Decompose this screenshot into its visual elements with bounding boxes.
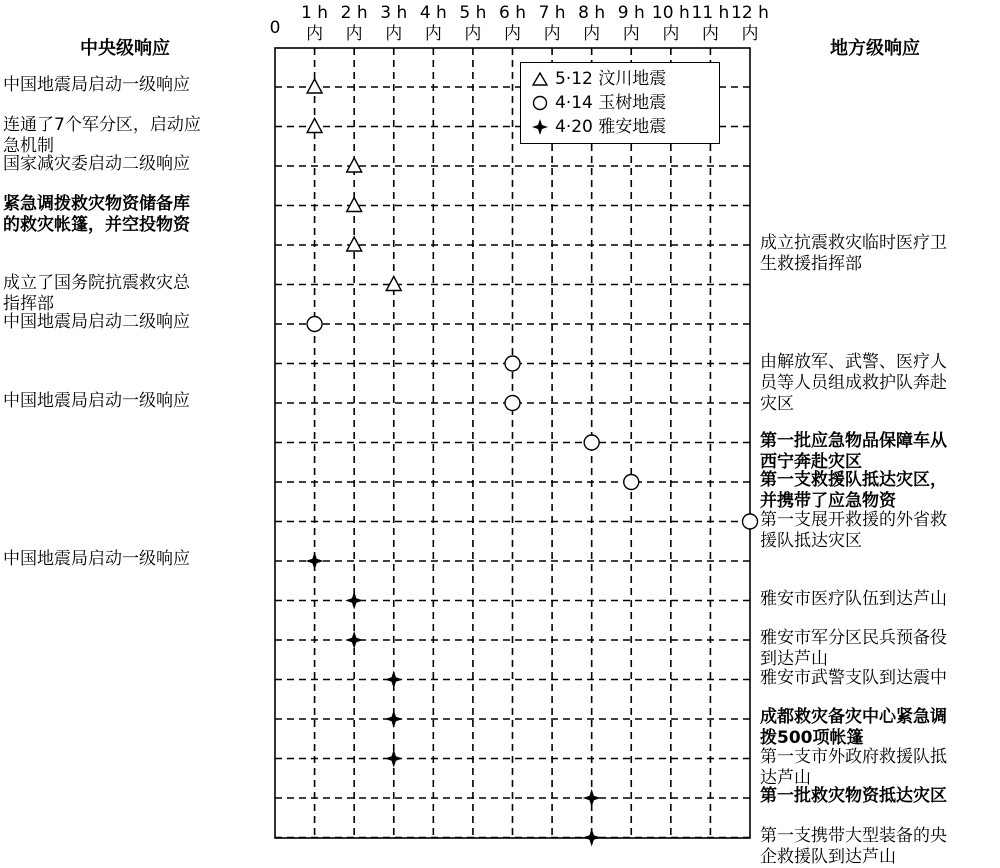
star-marker — [583, 789, 601, 807]
x-tick-label: 10 h — [651, 3, 690, 23]
circle-marker — [307, 317, 322, 332]
event-label-line: 雅安市武警支队到达震中 — [760, 667, 947, 688]
x-tick-sublabel: 内 — [345, 24, 363, 44]
triangle-marker-icon — [531, 71, 549, 87]
event-label-line: 紧急调拨救灾物资储备库 — [3, 193, 190, 214]
event-label-line: 西宁奔赴灾区 — [760, 451, 862, 472]
legend-label: 5·12 汶川地震 — [555, 69, 667, 89]
star-marker — [345, 631, 363, 649]
circle-marker — [505, 356, 520, 371]
event-label-line: 第一支救援队抵达灾区， — [760, 470, 947, 490]
x-tick-label: 4 h — [419, 3, 447, 23]
right-event-label — [760, 470, 947, 512]
event-label-line: 第一批救灾物资抵达灾区 — [760, 786, 947, 806]
event-label-line: 到达芦山 — [760, 649, 828, 669]
right-event-label — [760, 589, 947, 610]
right-event-label — [760, 352, 947, 415]
event-label-line: 员等人员组成救护队奔赴 — [760, 372, 947, 393]
legend-item — [531, 69, 666, 89]
event-label-line: 第一支展开救援的外省救 — [760, 509, 947, 530]
event-label-line: 指挥部 — [3, 293, 54, 314]
x-tick-label: 12 h — [731, 3, 769, 23]
star-marker — [345, 592, 363, 610]
x-tick-sublabel: 内 — [741, 24, 759, 44]
right-event-label — [760, 431, 947, 473]
event-label-line: 成都救灾备灾中心紧急调 — [760, 707, 947, 727]
x-tick-sublabel: 内 — [424, 24, 442, 44]
legend — [520, 62, 720, 144]
star-marker — [583, 829, 601, 847]
left-event-label — [3, 549, 190, 570]
x-tick-label: 7 h — [538, 3, 566, 23]
x-tick-label: 1 h — [301, 3, 329, 23]
legend-item — [531, 93, 666, 113]
circle-marker-icon — [531, 95, 549, 111]
right-event-label — [760, 668, 947, 689]
event-label-line: 雅安市军分区民兵预备役 — [760, 628, 947, 648]
event-label-line: 中国地震局启动一级响应 — [3, 549, 190, 569]
event-label-line: 并携带了应急物资 — [760, 491, 896, 511]
circle-marker — [624, 475, 639, 490]
triangle-marker — [307, 119, 322, 133]
x-tick-label: 5 h — [459, 3, 487, 23]
event-label-line: 成立了国务院抗震救灾总 — [3, 272, 190, 293]
star-marker — [306, 552, 324, 570]
x-tick-sublabel: 内 — [583, 24, 601, 44]
event-label-line: 灾区 — [760, 393, 794, 414]
right-column-header: 地方级响应 — [830, 38, 920, 59]
right-event-label — [760, 628, 947, 670]
x-tick-sublabel: 内 — [306, 24, 324, 44]
left-event-label — [3, 154, 190, 175]
right-event-label — [760, 786, 947, 807]
circle-marker — [743, 514, 758, 529]
left-column-header: 中央级响应 — [80, 38, 170, 59]
event-label-line: 第一支携带大型装备的央 — [760, 825, 947, 846]
left-event-label — [3, 75, 190, 96]
x-tick-label: 3 h — [380, 3, 408, 23]
right-event-label — [760, 233, 947, 275]
right-event-label — [760, 707, 947, 749]
left-event-label — [3, 194, 190, 236]
circle-marker — [505, 396, 520, 411]
legend-label: 4·20 雅安地震 — [555, 117, 667, 137]
event-label-line: 拨500项帐篷 — [760, 728, 864, 748]
right-event-label — [760, 747, 947, 789]
x-tick-label: 6 h — [499, 3, 526, 23]
event-label-line: 达芦山 — [760, 767, 811, 788]
event-label-line: 连通了7个军分区，启动应 — [3, 114, 201, 135]
event-label-line: 雅安市医疗队伍到达芦山 — [760, 588, 947, 609]
left-event-label — [3, 273, 190, 315]
x-tick-sublabel: 内 — [662, 24, 680, 44]
x-tick-label: 8 h — [578, 3, 606, 23]
right-event-label — [760, 510, 947, 552]
triangle-marker — [307, 79, 322, 93]
event-label-line: 第一批应急物品保障车从 — [760, 430, 947, 451]
x-tick-sublabel: 内 — [464, 24, 482, 44]
left-event-label — [3, 391, 190, 412]
x-tick-sublabel: 内 — [543, 24, 561, 44]
triangle-marker — [347, 198, 362, 212]
x-tick-label: 0 — [269, 18, 281, 38]
x-tick-sublabel: 内 — [385, 24, 403, 44]
right-event-label — [760, 826, 947, 868]
plot-frame — [275, 48, 750, 838]
event-label-line: 的救灾帐篷，并空投物资 — [3, 214, 190, 235]
event-label-line: 中国地震局启动一级响应 — [3, 391, 190, 411]
event-label-line: 急机制 — [3, 135, 54, 156]
x-tick-label: 11 h — [691, 3, 730, 23]
legend-label: 4·14 玉树地震 — [555, 93, 667, 113]
x-tick-sublabel: 内 — [701, 24, 719, 44]
event-label-line: 由解放军、武警、医疗人 — [760, 351, 947, 372]
triangle-marker — [347, 158, 362, 172]
x-tick-label: 9 h — [617, 3, 645, 23]
triangle-marker — [386, 277, 401, 291]
star-marker — [385, 750, 403, 768]
event-label-line: 成立抗震救灾临时医疗卫 — [760, 233, 947, 253]
x-tick-label: 2 h — [340, 3, 368, 23]
left-event-label — [3, 312, 190, 333]
event-label-line: 企救援队到达芦山 — [760, 846, 896, 867]
star-marker-icon — [531, 119, 549, 135]
event-label-line: 援队抵达灾区 — [760, 530, 862, 551]
triangle-marker — [347, 237, 362, 251]
event-label-line: 中国地震局启动一级响应 — [3, 75, 190, 95]
star-marker — [385, 671, 403, 689]
left-event-label — [3, 115, 201, 157]
star-marker — [385, 710, 403, 728]
event-label-line: 第一支市外政府救援队抵 — [760, 746, 947, 767]
event-label-line: 中国地震局启动二级响应 — [3, 312, 190, 332]
event-label-line: 生救援指挥部 — [760, 254, 862, 274]
legend-item — [531, 117, 666, 137]
x-tick-sublabel: 内 — [622, 24, 640, 44]
event-label-line: 国家减灾委启动二级响应 — [3, 154, 190, 174]
circle-marker — [584, 435, 599, 450]
x-tick-sublabel: 内 — [504, 24, 521, 44]
